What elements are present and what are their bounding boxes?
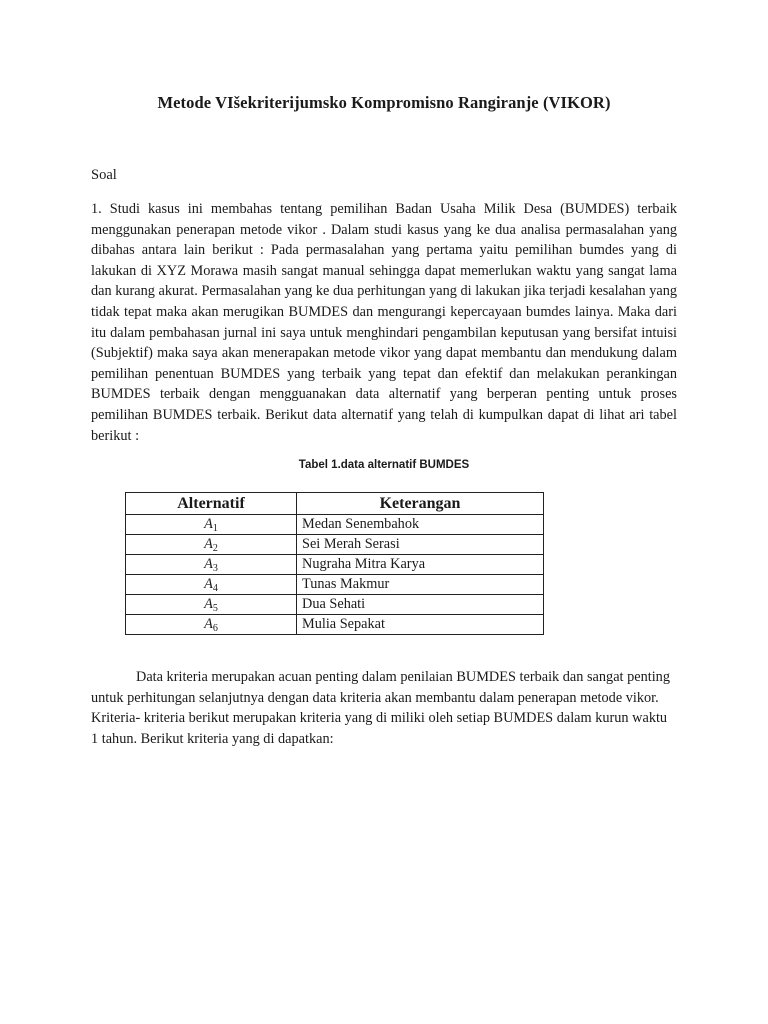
alternative-code [126,515,297,535]
alternative-code [126,575,297,595]
code-letter: A [204,556,213,572]
alternative-code [126,595,297,615]
alternative-description: Medan Senembahok [297,515,544,535]
alternative-code [126,615,297,635]
alternative-description: Nugraha Mitra Karya [297,555,544,575]
intro-paragraph: 1. Studi kasus ini membahas tentang pemilihan Badan Usaha Milik Desa (BUMDES) terbaik menggunakan penerapan metode vikor . Dalam studi kasus yang ke dua analisa permasalahan yang dibahas antara lain berikut : Pada permasalahan yang pertama yaitu pemilihan bumdes yang di lakukan di XYZ Morawa masih sangat manual sehingga dapat memerlukan waktu yang sangat lama dan kurang akurat. Permasalahan yang ke dua perhitungan yang di lakukan jika terjadi kesalahan yang tidak tepat maka akan merugikan BUMDES dan mengurangi kepercayaan bumdes lainya. Maka dari itu dalam pembahasan jurnal ini saya untuk menghindari pengambilan keputusan yang bersifat intuisi (Subjektif) maka saya akan menerapakan metode vikor yang dapat membantu dan mendukung dalam pemilihan penentuan BUMDES yang terbaik yang tepat dan efektif dan melakukan perankingan BUMDES terbaik dengan mengguanakan data alternatif yang berperan penting untuk proses pemilihan BUMDES terbaik. Berikut data alternatif yang telah di kumpulkan dapat di lihat ari tabel berikut : [91,201,677,444]
alternative-code [126,535,297,555]
column-header-keterangan: Keterangan [297,493,544,515]
alternative-description: Tunas Makmur [297,575,544,595]
column-header-alternatif: Alternatif [126,493,297,515]
alternative-description: Sei Merah Serasi [297,535,544,555]
code-subscript: 5 [212,603,218,614]
table-row [126,515,544,535]
table-caption: Tabel 1.data alternatif BUMDES [298,459,470,471]
code-subscript: 1 [212,523,218,534]
alternative-description: Dua Sehati [297,595,544,615]
table-row [126,535,544,555]
code-letter: A [204,536,213,552]
table-row [126,595,544,615]
table-header-row [126,493,544,515]
code-letter: A [204,616,213,632]
code-letter: A [204,596,213,612]
table-row [126,555,544,575]
code-subscript: 3 [212,563,218,574]
alternative-description: Mulia Sepakat [297,615,544,635]
code-letter: A [204,576,213,592]
alternatives-table [125,492,544,635]
code-subscript: 2 [212,543,218,554]
document-title: Metode VIšekriterijumsko Kompromisno Rangiranje (VIKOR) [157,93,611,112]
code-subscript: 4 [212,583,218,594]
criteria-paragraph: Data kriteria merupakan acuan penting dalam penilaian BUMDES terbaik dan sangat penting untuk perhitungan selanjutnya dengan data kriteria akan membantu dalam penerapan metode vikor. Kriteria- kriteria berikut merupakan kriteria yang di miliki oleh setiap BUMDES dalam kurun waktu 1 tahun. Berikut kriteria yang di dapatkan: [91,669,670,747]
code-letter: A [204,516,213,532]
code-subscript: 6 [212,623,218,634]
table-row [126,575,544,595]
alternative-code [126,555,297,575]
table-row [126,615,544,635]
section-label: Soal [91,167,117,183]
